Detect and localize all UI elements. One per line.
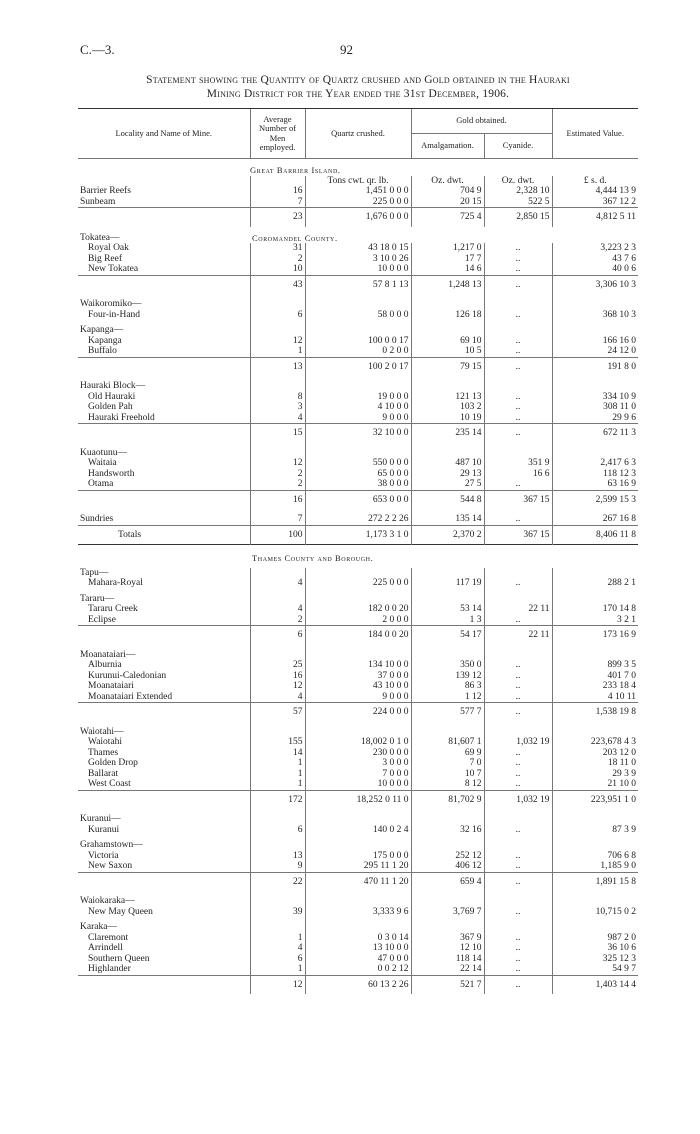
unit-label: Oz. dwt. bbox=[411, 176, 484, 187]
table-row: Moanataiari Extended 4 9 0 0 0 1 12 .. 4 10 11 bbox=[88, 691, 636, 702]
col-gold: Gold obtained. bbox=[411, 109, 552, 134]
group-heading-row: Waiokaraka— bbox=[78, 891, 638, 907]
col-amalgamation: Amalgamation. bbox=[411, 134, 484, 159]
unit-label: Tons cwt. qr. lb. bbox=[305, 176, 411, 187]
table-row: Four-in-Hand 6 58 0 0 0 126 18 .. 368 10 3 bbox=[88, 309, 636, 320]
group-heading-row: Waikoromiko— bbox=[78, 294, 638, 310]
table-row: Sundries 7 272 2 2 26 135 14 .. 267 16 8 bbox=[78, 509, 638, 525]
table-row: Buffalo 1 0 2 0 0 10 5 .. 24 12 0 bbox=[88, 346, 636, 356]
group-heading-row: Tararu— bbox=[78, 589, 638, 605]
subtotal-row: 43 57 8 1 13 1,248 13 .. 3,306 10 3 bbox=[78, 275, 638, 294]
table-row: Waitaia 12 550 0 0 0 487 10 351 9 2,417 6 3 bbox=[88, 458, 636, 468]
subtotal-row: 57 224 0 0 0 577 7 .. 1,538 19 8 bbox=[78, 703, 638, 722]
title-line-1: Statement showing the Quantity of Quartz crushed and Gold obtained in the Hauraki bbox=[146, 74, 570, 86]
table-row: Mahara-Royal 4 225 0 0 0 117 19 .. 288 2 1 bbox=[88, 578, 636, 588]
group-heading-row: Karaka— bbox=[78, 917, 638, 933]
group-heading-row: Moanataiari— bbox=[78, 645, 638, 661]
table-row: Ballarat 1 7 0 0 0 10 7 .. 29 3 9 bbox=[88, 768, 636, 779]
table-row: Southern Queen 6 47 0 0 0 118 14 .. 325 12 3 bbox=[88, 953, 636, 964]
col-locality: Locality and Name of Mine. bbox=[78, 109, 250, 159]
title-line-2: Mining District for the Year ended the 31st December, 1906. bbox=[206, 88, 510, 100]
col-value: Estimated Value. bbox=[552, 109, 638, 159]
group-heading: Tokatea— bbox=[80, 232, 120, 243]
group-heading-row: Hauraki Block— bbox=[78, 376, 638, 392]
table-row: Old Hauraki 8 19 0 0 0 121 13 .. 334 10 9 bbox=[88, 391, 636, 402]
statement-title bbox=[78, 73, 638, 101]
table-row: Hauraki Freehold 4 9 0 0 0 10 19 .. 29 9 6 bbox=[88, 412, 636, 423]
subtotal-row: 13 100 2 0 17 79 15 .. 191 8 0 bbox=[78, 357, 638, 376]
table-row: Barrier Reefs 16 1,451 0 0 0 704 9 2,328 10 4,444 13 9 bbox=[80, 186, 636, 196]
col-men: Average Number of Men employed. bbox=[250, 109, 305, 159]
col-cyanide: Cyanide. bbox=[484, 134, 552, 159]
section-heading: Coromandel County. bbox=[252, 232, 338, 243]
section-heading: Thames County and Borough. bbox=[252, 553, 374, 563]
table-row: New Saxon 9 295 11 1 20 406 12 .. 1,185 9 0 bbox=[88, 861, 636, 871]
totals-row: Totals 100 1,173 3 1 0 2,370 2 367 15 8,406 11 8 bbox=[78, 525, 638, 545]
table-row: Otama 2 38 0 0 0 27 5 .. 63 16 9 bbox=[88, 479, 636, 489]
table-row: Kuranui 6 140 0 2 4 32 16 .. 87 3 9 bbox=[88, 824, 636, 835]
table-row: Victoria 13 175 0 0 0 252 12 .. 706 6 8 bbox=[88, 850, 636, 861]
subtotal-row: 172 18,252 0 11 0 81,702 9 1,032 19 223,951 1 0 bbox=[78, 790, 638, 809]
group-heading-row: Tapu— bbox=[78, 568, 638, 579]
table-row: Handsworth 2 65 0 0 0 29 13 16 6 118 12 3 bbox=[88, 468, 636, 479]
table-row: Tararu Creek 4 182 0 0 20 53 14 22 11 170 14 8 bbox=[88, 604, 636, 614]
table-row: Claremont 1 0 3 0 14 367 9 .. 987 2 0 bbox=[88, 932, 636, 943]
table-row: Kurunui-Caledonian 16 37 0 0 0 139 12 .. 401 7 0 bbox=[88, 670, 636, 681]
subtotal-row: 22 470 11 1 20 659 4 .. 1,891 15 8 bbox=[78, 872, 638, 891]
table-row: West Coast 1 10 0 0 0 8 12 .. 21 10 0 bbox=[88, 779, 636, 789]
table-row: Kapanga 12 100 0 0 17 69 10 .. 166 16 0 bbox=[88, 335, 636, 346]
group-heading-row: Kuranui— bbox=[78, 809, 638, 825]
subtotal-row: 12 60 13 2 26 521 7 .. 1,403 14 4 bbox=[78, 975, 638, 994]
subtotal-row: 15 32 10 0 0 235 14 .. 672 11 3 bbox=[78, 424, 638, 443]
table-row: Waiotahi 155 18,002 0 1 0 81,607 1 1,032 19 223,678 4 3 bbox=[88, 737, 636, 747]
document-reference: C.—3. bbox=[80, 42, 115, 57]
subtotal-row: 16 653 0 0 0 544 8 367 15 2,599 15 3 bbox=[78, 490, 638, 509]
statement-table bbox=[78, 108, 638, 994]
table-row: Big Reef 2 3 10 0 26 17 7 .. 43 7 6 bbox=[88, 253, 636, 264]
unit-label: £ s. d. bbox=[552, 176, 638, 187]
table-row: Golden Drop 1 3 0 0 0 7 0 .. 18 11 0 bbox=[88, 758, 636, 768]
table-row: New May Queen 39 3,333 9 6 3,769 7 .. 10,715 0 2 bbox=[88, 906, 636, 917]
table-row: Golden Pah 3 4 10 0 0 103 2 .. 308 11 0 bbox=[88, 402, 636, 412]
table-row: Sunbeam 7 225 0 0 0 20 15 522 5 367 12 2 bbox=[80, 196, 636, 207]
table-row: Arrindell 4 13 10 0 0 12 10 .. 36 10 6 bbox=[88, 943, 636, 953]
page-number: 92 bbox=[340, 42, 353, 57]
col-quartz: Quartz crushed. bbox=[305, 109, 411, 159]
table-row: New Tokatea 10 10 0 0 0 14 6 .. 40 0 6 bbox=[88, 264, 636, 274]
table-row: Eclipse 2 2 0 0 0 1 3 .. 3 2 1 bbox=[88, 614, 636, 625]
section-heading: Great Barrier Island. bbox=[250, 165, 341, 175]
unit-label: Oz. dwt. bbox=[484, 176, 552, 187]
table-row: Thames 14 230 0 0 0 69 9 .. 203 12 0 bbox=[88, 747, 636, 758]
group-heading-row: Waiotahi— bbox=[78, 722, 638, 738]
subtotal-row: 23 1,676 0 0 0 725 4 2,850 15 4,812 5 11 bbox=[78, 208, 638, 227]
group-heading-row: Grahamstown— bbox=[78, 835, 638, 851]
table-row: Alburnia 25 134 10 0 0 350 0 .. 899 3 5 bbox=[88, 660, 636, 670]
table-row: Royal Oak 31 43 18 0 15 1,217 0 .. 3,223 2 3 bbox=[88, 243, 636, 253]
group-heading-row: Kuaotunu— bbox=[78, 443, 638, 459]
table-row: Highlander 1 0 0 2 12 22 14 .. 54 9 7 bbox=[88, 964, 636, 974]
table-row: Moanataiari 12 43 10 0 0 86 3 .. 233 18 4 bbox=[88, 681, 636, 691]
subtotal-row: 6 184 0 0 20 54 17 22 11 173 16 9 bbox=[78, 626, 638, 645]
group-heading-row: Kapanga— bbox=[78, 320, 638, 336]
